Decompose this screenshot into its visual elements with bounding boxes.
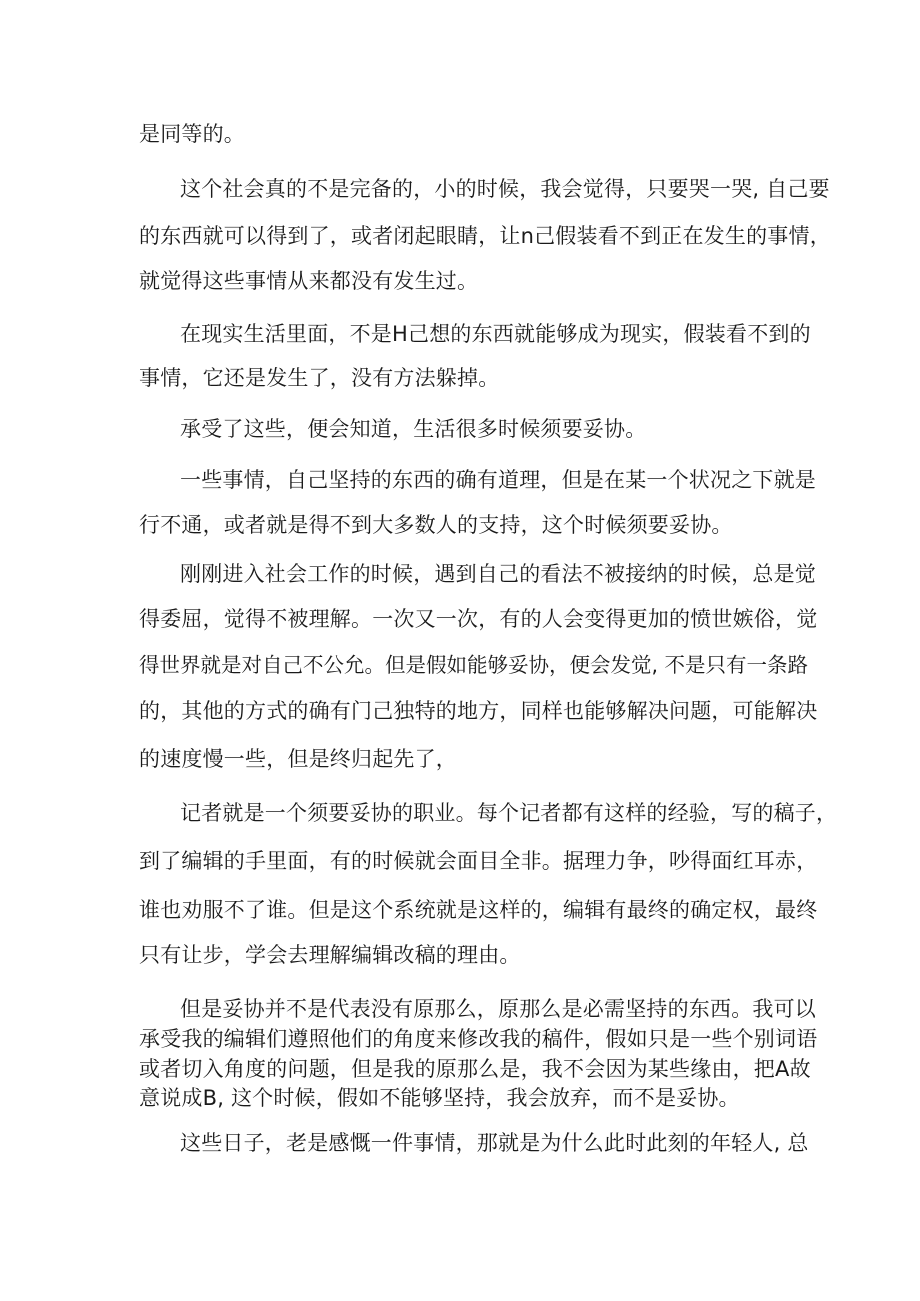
text-line: 但是妥协并不是代表没有原那么，原那么是必需坚持的东西。我可以 <box>180 997 816 1021</box>
text-line: 的，其他的方式的确有门己独特的地方，同样也能够解决问题，可能解决 <box>139 699 818 723</box>
text-line: 刚刚进入社会工作的时候，遇到自己的看法不被接纳的时候，总是觉 <box>180 562 816 586</box>
text-line: 得委屈，觉得不被理解。一次又一次，有的人会变得更加的愤世嫉俗，觉 <box>139 607 818 631</box>
text-line: 这些日子，老是感慨一件事情，那就是为什么此时此刻的年轻人, 总 <box>180 1131 809 1155</box>
text-line: 得世界就是对自己不公允。但是假如能够妥协，便会发觉, 不是只有一条路 <box>139 653 809 677</box>
text-line: 承受了这些，便会知道，生活很多时候须要妥协。 <box>180 417 647 441</box>
text-line: 这个社会真的不是完备的，小的时候，我会觉得，只要哭一哭, 自己要 <box>180 177 830 201</box>
text-line: 就觉得这些事情从来都没有发生过。 <box>139 269 479 293</box>
text-line: 行不通，或者就是得不到大多数人的支持，这个时候须要妥协。 <box>139 513 733 537</box>
text-line: 承受我的编辑们遵照他们的角度来修改我的稿件，假如只是一些个别词语 <box>139 1027 818 1051</box>
text-line: 事情，它还是发生了，没有方法躲掉。 <box>139 366 500 390</box>
text-line: 的速度慢一些，但是终归起先了， <box>139 747 457 771</box>
text-line: 意说成B, 这个时候，假如不能够坚持，我会放弃，而不是妥协。 <box>139 1086 740 1110</box>
text-line: 谁也劝服不了谁。但是这个系统就是这样的，编辑有最终的确定权，最终 <box>139 898 818 922</box>
text-line: 或者切入角度的问题，但是我的原那么是，我不会因为某些缘由，把A故 <box>139 1057 811 1081</box>
text-line: 记者就是一个须要妥协的职业。每个记者都有这样的经验，写的稿子， <box>180 801 838 825</box>
text-line: 只有让步，学会去理解编辑改稿的理由。 <box>139 943 521 967</box>
text-line: 在现实生活里面，不是H己想的东西就能够成为现实，假装看不到的 <box>180 322 811 346</box>
text-line: 到了编辑的手里面，有的时候就会面目全非。据理力争，吵得面红耳赤， <box>139 849 818 873</box>
text-line: 一些事情，自己坚持的东西的确有道理，但是在某一个状况之下就是 <box>180 468 816 492</box>
text-line: 的东西就可以得到了，或者闭起眼睛，让n己假装看不到正在发生的事情， <box>139 224 831 248</box>
text-line: 是同等的。 <box>139 122 245 146</box>
